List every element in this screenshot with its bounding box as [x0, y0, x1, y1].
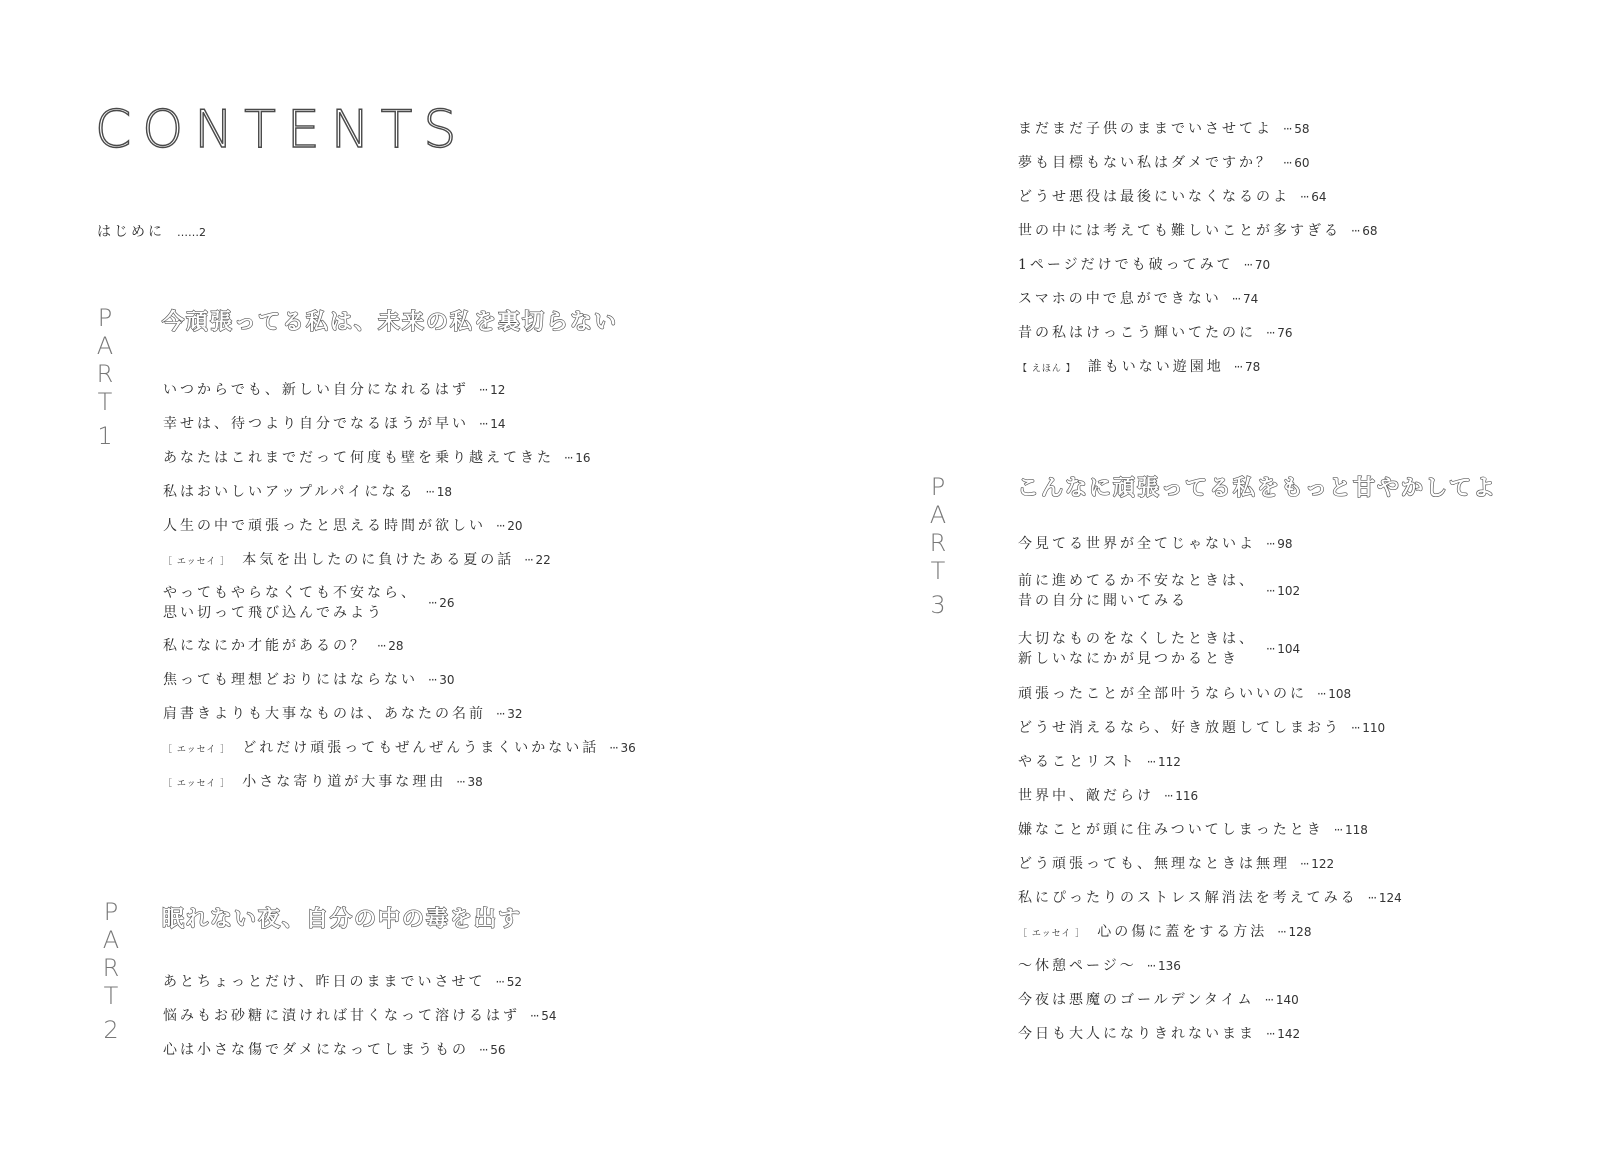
toc-item-text: 本気を出したのに負けたある夏の話 [242, 552, 515, 568]
toc-item[interactable] [163, 373, 636, 407]
toc-item-text: どうせ悪役は最後にいなくなるのよ [1018, 189, 1290, 205]
toc-item-text: 人生の中で頑張ったと思える時間が欲しい [163, 518, 486, 534]
toc-item[interactable] [1018, 745, 1402, 779]
toc-item[interactable] [163, 407, 636, 441]
toc-item-page: ··· 56 [479, 1043, 506, 1057]
essay-tag: ［ エッセイ ］ [163, 778, 231, 789]
toc-item-page: ··· 128 [1277, 925, 1311, 939]
toc-item-page: ··· 54 [530, 1009, 557, 1023]
toc-item-text [163, 583, 418, 623]
toc-item[interactable] [1018, 847, 1402, 881]
toc-item-text: いつからでも、新しい自分になれるはず [163, 382, 469, 398]
toc-item[interactable] [1018, 779, 1402, 813]
toc-item-page: ··· 78 [1234, 360, 1261, 374]
toc-item-page: ··· 16 [564, 451, 591, 465]
toc-item[interactable] [163, 999, 557, 1033]
toc-item-text: スマホの中で息ができない [1018, 291, 1222, 307]
toc-item[interactable] [1018, 112, 1378, 146]
toc-item-text: 誰もいない遊園地 [1087, 359, 1224, 375]
toc-item[interactable] [1018, 677, 1402, 711]
toc-item[interactable] [1018, 621, 1402, 677]
part-2-title: 眠れない夜、自分の中の毒を出す [162, 907, 523, 932]
toc-item-text: 世界中、敵だらけ [1018, 788, 1154, 804]
toc-item-page: ··· 28 [377, 639, 404, 653]
essay-tag: ［ エッセイ ］ [1018, 928, 1086, 939]
part-1-label [92, 304, 118, 450]
toc-item-text: どうせ消えるなら、好き放題してしまおう [1018, 720, 1341, 736]
part-number: 2 [103, 1016, 119, 1044]
toc-item-page: ··· 64 [1300, 190, 1327, 204]
toc-item-text: 悩みもお砂糖に漬ければ甘くなって溶けるはず [163, 1008, 520, 1024]
toc-item[interactable] [163, 543, 636, 577]
toc-item-text [1018, 629, 1256, 669]
part-letter: T [97, 388, 113, 416]
toc-item[interactable] [1018, 146, 1378, 180]
toc-item[interactable] [163, 475, 636, 509]
toc-item-page: ··· 32 [496, 707, 523, 721]
toc-item[interactable] [163, 1033, 557, 1067]
intro-page: ……2 [177, 226, 206, 239]
toc-item-text: 1ページだけでも破ってみて [1018, 257, 1234, 273]
toc-item-text: 昔の私はけっこう輝いてたのに [1018, 325, 1256, 341]
toc-item-page: ··· 136 [1147, 959, 1181, 973]
toc-item-line1: 前に進めてるか不安なときは、 [1018, 573, 1256, 589]
toc-item[interactable] [1018, 949, 1402, 983]
right-page [800, 0, 1600, 1175]
part-3-title: こんなに頑張ってる私をもっと甘やかしてよ [1017, 476, 1498, 501]
part-1-list [163, 373, 636, 799]
toc-item-text: 幸せは、待つより自分でなるほうが早い [163, 416, 469, 432]
toc-item-page: ··· 20 [496, 519, 523, 533]
part-letter: P [103, 898, 119, 926]
toc-item[interactable] [1018, 711, 1402, 745]
toc-item[interactable] [1018, 983, 1402, 1017]
part-2-label [98, 898, 124, 1044]
contents-title: CONTENTS [95, 100, 468, 160]
intro-entry[interactable] [97, 221, 206, 241]
toc-item[interactable] [1018, 1017, 1402, 1051]
part-3-list [1018, 527, 1402, 1051]
toc-item-page: ··· 12 [479, 383, 506, 397]
part-letter: R [929, 529, 947, 557]
toc-item[interactable] [163, 965, 557, 999]
toc-item[interactable] [1018, 915, 1402, 949]
toc-item-page: ··· 26 [428, 596, 455, 610]
toc-item[interactable] [163, 577, 636, 629]
toc-item[interactable] [1018, 350, 1378, 384]
toc-item-text: 夢も目標もない私はダメですか？ [1018, 155, 1273, 171]
toc-item-page: ··· 112 [1147, 755, 1181, 769]
toc-item-page: ··· 142 [1266, 1027, 1300, 1041]
toc-item-text: あとちょっとだけ、昨日のままでいさせて [163, 974, 486, 990]
toc-item-text: 小さな寄り道が大事な理由 [242, 774, 447, 790]
toc-item-text: 頑張ったことが全部叶うならいいのに [1018, 686, 1307, 702]
part-letter: A [96, 332, 114, 360]
toc-item-text: 肩書きよりも大事なものは、あなたの名前 [163, 706, 486, 722]
toc-item-text: あなたはこれまでだって何度も壁を乗り越えてきた [163, 450, 554, 466]
toc-item-page: ··· 14 [479, 417, 506, 431]
part-letter: P [930, 473, 946, 501]
part-1-title: 今頑張ってる私は、未来の私を裏切らない [162, 310, 619, 335]
toc-item-page: ··· 74 [1232, 292, 1259, 306]
toc-item-page: ··· 108 [1317, 687, 1351, 701]
toc-item-line2: 思い切って飛び込んでみよう [163, 605, 384, 621]
toc-item-text: 今夜は悪魔のゴールデンタイム [1018, 992, 1255, 1008]
toc-item[interactable] [1018, 282, 1378, 316]
intro-label: はじめに [97, 224, 165, 240]
toc-item-line2: 新しいなにかが見つかるとき [1018, 651, 1239, 667]
toc-item[interactable] [163, 731, 636, 765]
toc-item-page: ··· 124 [1368, 891, 1402, 905]
toc-item[interactable] [1018, 561, 1402, 621]
toc-item-page: ··· 98 [1266, 537, 1293, 551]
toc-item-text: 私にぴったりのストレス解消法を考えてみる [1018, 890, 1358, 906]
toc-item[interactable] [1018, 527, 1402, 561]
toc-item[interactable] [1018, 813, 1402, 847]
part-number: 1 [97, 422, 113, 450]
part-number: 3 [930, 591, 946, 619]
part-letter: T [103, 982, 119, 1010]
toc-item-text: 私になにか才能があるの？ [163, 638, 367, 654]
toc-item[interactable] [163, 509, 636, 543]
toc-item-text: 世の中には考えても難しいことが多すぎる [1018, 223, 1341, 239]
toc-item-page: ··· 18 [425, 485, 452, 499]
toc-item-page: ··· 118 [1334, 823, 1368, 837]
toc-item-page: ··· 52 [495, 975, 522, 989]
part-letter: R [102, 954, 120, 982]
toc-item-page: ··· 30 [428, 673, 455, 687]
picture-book-tag: 【 えほん 】 [1018, 363, 1076, 374]
toc-item-text [1018, 571, 1256, 611]
toc-item-text: 〜休憩ページ〜 [1018, 958, 1137, 974]
toc-item[interactable] [1018, 316, 1378, 350]
toc-item-text: 焦っても理想どおりにはならない [163, 672, 418, 688]
part-3-label [925, 473, 951, 619]
toc-item-page: ··· 22 [524, 553, 551, 567]
toc-item[interactable] [163, 441, 636, 475]
toc-item-page: ··· 70 [1244, 258, 1271, 272]
part-letter: A [929, 501, 947, 529]
toc-item-text: 今見てる世界が全てじゃないよ [1018, 536, 1256, 552]
essay-tag: ［ エッセイ ］ [163, 556, 231, 567]
toc-item-line1: やってもやらなくても不安なら、 [163, 585, 418, 601]
toc-item-page: ··· 102 [1266, 584, 1300, 598]
toc-item-page: ··· 110 [1351, 721, 1385, 735]
toc-item[interactable] [163, 697, 636, 731]
toc-item-page: ··· 140 [1265, 993, 1299, 1007]
toc-item-page: ··· 58 [1283, 122, 1310, 136]
part-letter: A [102, 926, 120, 954]
toc-item-text: 私はおいしいアップルパイになる [163, 484, 416, 500]
toc-item-page: ··· 76 [1266, 326, 1293, 340]
toc-item-text: やることリスト [1018, 754, 1137, 770]
toc-item-line1: 大切なものをなくしたときは、 [1018, 631, 1256, 647]
part-2-list [163, 965, 557, 1067]
part-letter: R [96, 360, 114, 388]
toc-item-text: 心は小さな傷でダメになってしまうもの [163, 1042, 469, 1058]
toc-item-line2: 昔の自分に聞いてみる [1018, 593, 1188, 609]
toc-item-text: 今日も大人になりきれないまま [1018, 1026, 1256, 1042]
toc-item-page: ··· 38 [456, 775, 483, 789]
toc-item[interactable] [163, 629, 636, 663]
toc-item-page: ··· 122 [1300, 857, 1334, 871]
toc-item-text: 心の傷に蓋をする方法 [1097, 924, 1268, 940]
toc-item-text: まだまだ子供のままでいさせてよ [1018, 121, 1273, 137]
toc-item-page: ··· 60 [1283, 156, 1310, 170]
toc-item[interactable] [1018, 214, 1378, 248]
part-letter: P [97, 304, 113, 332]
toc-item-page: ··· 116 [1164, 789, 1198, 803]
essay-tag: ［ エッセイ ］ [163, 744, 231, 755]
toc-item-page: ··· 104 [1266, 642, 1300, 656]
toc-item[interactable] [163, 663, 636, 697]
toc-item-text: どう頑張っても、無理なときは無理 [1018, 856, 1290, 872]
toc-item[interactable] [1018, 248, 1378, 282]
toc-item-page: ··· 68 [1351, 224, 1378, 238]
toc-item[interactable] [1018, 180, 1378, 214]
toc-item[interactable] [163, 765, 636, 799]
toc-item-text: 嫌なことが頭に住みついてしまったとき [1018, 822, 1324, 838]
toc-item-page: ··· 36 [609, 741, 636, 755]
part-letter: T [930, 557, 946, 585]
toc-item[interactable] [1018, 881, 1402, 915]
part-2-continued-list [1018, 112, 1378, 384]
toc-item-text: どれだけ頑張ってもぜんぜんうまくいかない話 [242, 740, 600, 756]
